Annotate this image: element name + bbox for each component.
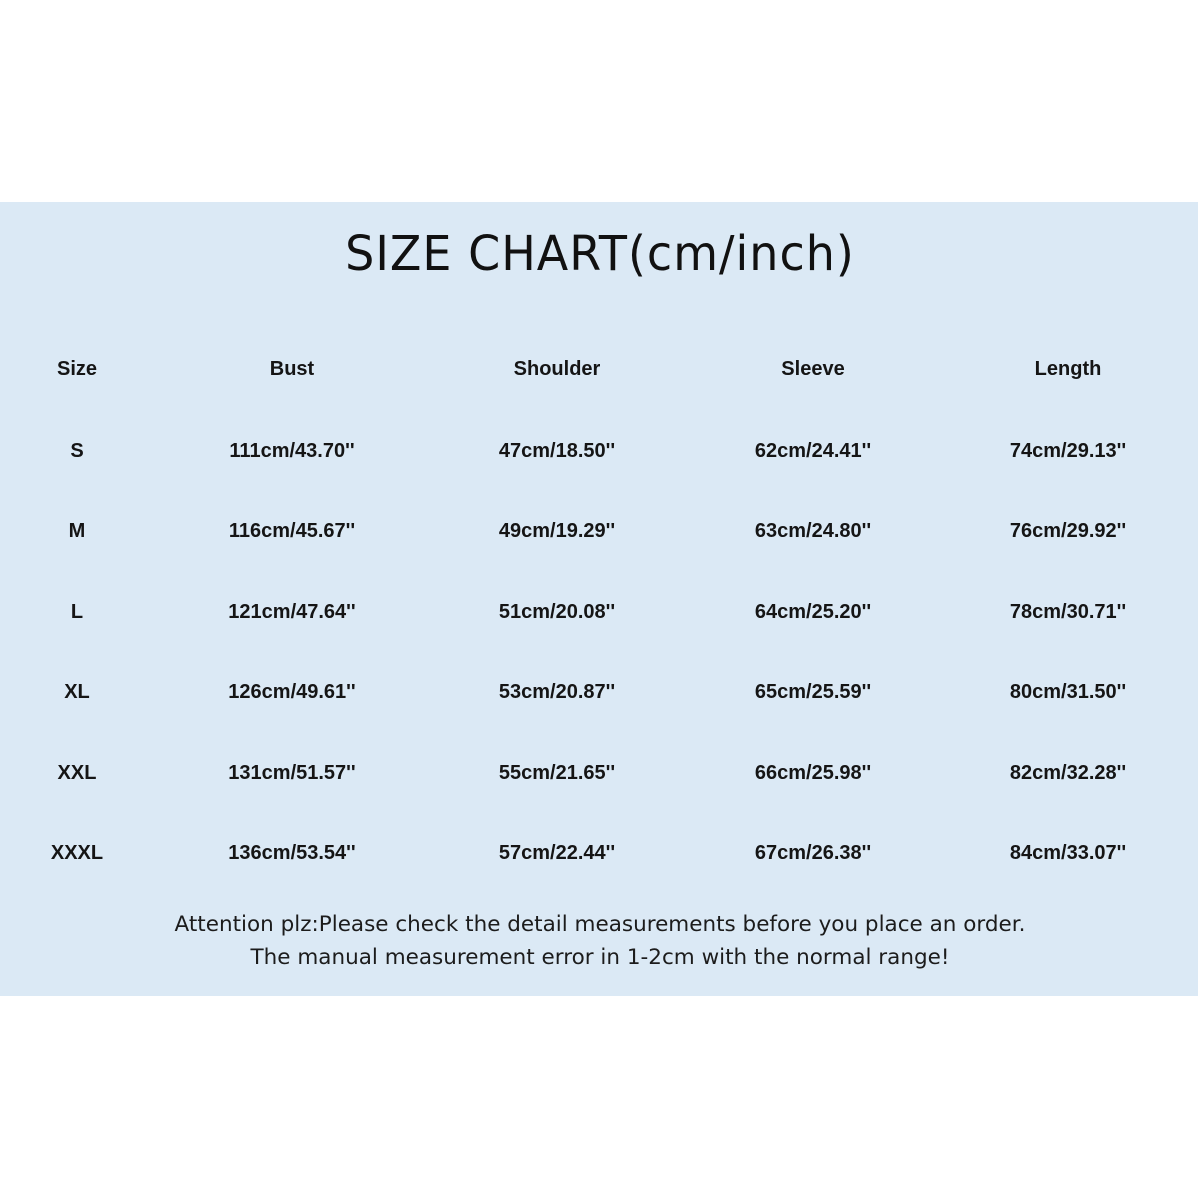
table-row: [0, 491, 1200, 572]
size-table: [0, 330, 1200, 894]
column-header-sleeve: Sleeve: [781, 358, 845, 380]
size-cell: XL: [64, 681, 90, 703]
bust-cell: 126cm/49.61'': [228, 681, 356, 703]
sleeve-cell: 63cm/24.80'': [754, 520, 872, 542]
length-cell: 82cm/32.28'': [1009, 761, 1127, 784]
size-cell: M: [68, 520, 86, 542]
table-row: [0, 572, 1200, 653]
sleeve-cell: 65cm/25.59'': [754, 681, 872, 703]
sleeve-cell: 62cm/24.41'': [754, 439, 872, 462]
sleeve-cell: 67cm/26.38'': [754, 842, 872, 864]
size-cell: S: [70, 439, 84, 462]
table-row: [0, 411, 1200, 492]
length-cell: 84cm/33.07'': [1009, 842, 1127, 864]
bust-cell: 111cm/43.70'': [229, 439, 355, 462]
length-cell: 74cm/29.13'': [1009, 439, 1127, 462]
column-header-shoulder: Shoulder: [513, 358, 601, 380]
attention-note: Attention plz:Please check the detail measurements before you place an order.: [174, 912, 1026, 937]
sleeve-cell: 66cm/25.98'': [754, 761, 872, 784]
size-cell: L: [70, 600, 84, 623]
shoulder-cell: 51cm/20.08'': [498, 600, 616, 623]
table-header-row: [0, 330, 1200, 411]
length-cell: 78cm/30.71'': [1009, 600, 1127, 623]
bust-cell: 116cm/45.67'': [228, 520, 356, 542]
length-cell: 76cm/29.92'': [1009, 520, 1127, 542]
column-header-length: Length: [1034, 358, 1102, 380]
table-row: [0, 813, 1200, 894]
column-header-bust: Bust: [269, 358, 315, 380]
bust-cell: 136cm/53.54'': [228, 842, 356, 864]
bust-cell: 131cm/51.57'': [228, 761, 356, 784]
table-row: [0, 652, 1200, 733]
size-cell: XXL: [57, 761, 97, 784]
shoulder-cell: 53cm/20.87'': [498, 681, 616, 703]
column-header-size: Size: [56, 358, 98, 380]
shoulder-cell: 47cm/18.50'': [498, 439, 616, 462]
measurement-error-note: The manual measurement error in 1-2cm with the normal range!: [250, 945, 950, 970]
size-cell: XXXL: [50, 842, 104, 864]
shoulder-cell: 57cm/22.44'': [498, 842, 616, 864]
shoulder-cell: 55cm/21.65'': [498, 761, 616, 784]
shoulder-cell: 49cm/19.29'': [498, 520, 616, 542]
sleeve-cell: 64cm/25.20'': [754, 600, 872, 623]
table-row: [0, 733, 1200, 814]
bust-cell: 121cm/47.64'': [228, 600, 356, 623]
chart-title: SIZE CHART(cm/inch): [345, 224, 855, 282]
length-cell: 80cm/31.50'': [1009, 681, 1127, 703]
